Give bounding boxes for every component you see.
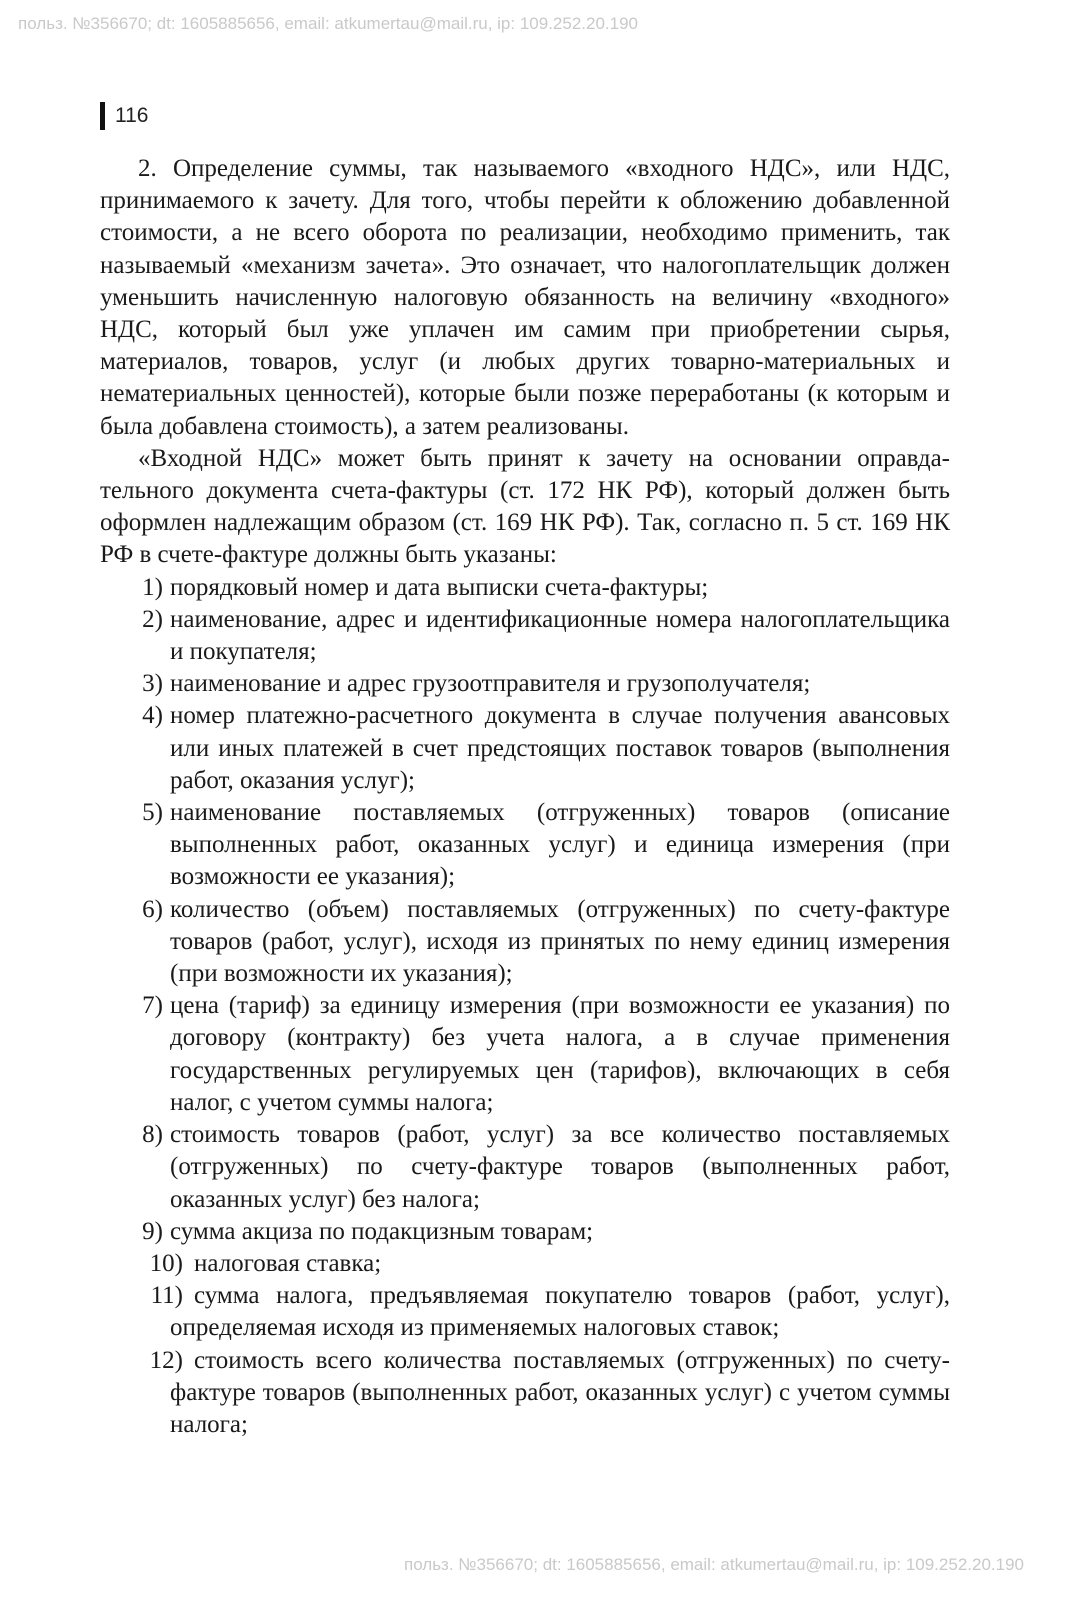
page-number: 116 [115,104,149,127]
list-item [100,1216,950,1248]
list-item-number: 2) [142,605,163,633]
list-item [100,1280,950,1344]
list-item [100,1119,950,1216]
list-item-number: 12) [149,1346,183,1374]
list-item [100,700,950,797]
list-item-text: цена (тариф) за единицу измерения (при возможности ее указания) по договору (контракту) без учета налога, а в случае применения государственных регулируемых цен (тарифов), включающих в себя налог, с учетом суммы налога; [170,992,950,1116]
list-item [100,797,950,894]
list-item [100,668,950,700]
list-item-text: количество (объем) поставляемых (отгруженных) по счету-фактуре товаров (работ, услуг), исходя из принятых по нему единиц измерения (при возможности их указания); [170,895,950,988]
invoice-requirements-list [100,572,950,1441]
list-item [100,1345,950,1442]
watermark-bottom: польз. №356670; dt: 1605885656, email: atkumertau@mail.ru, ip: 109.252.20.190 [403,1555,1024,1574]
list-item-text: наименование и адрес грузоотправителя и грузополучателя; [170,670,811,698]
list-item-text: стоимость товаров (работ, услуг) за все количество поставляемых (отгруженных) по счету-фактуре товаров (выполненных работ, оказанных услуг) без налога; [170,1121,950,1213]
list-item [100,572,950,604]
paragraph-invoice: «Входной НДС» может быть принят к зачету на основании оправдательного документа счета-фактуры (ст. 172 НК РФ), который должен быть оформлен надлежащим образом (ст. 169 НК РФ). Так, согласно п. 5 ст. 169 НК РФ в счете-фактуре должны быть указаны: [100,444,950,569]
list-item-text: порядковый номер и дата выписки счета-фактуры; [170,573,709,601]
list-item-text: налоговая ставка; [194,1249,382,1277]
list-item-text: сумма налога, предъявляемая покупателю товаров (работ, услуг), определяемая исходя из применяемых налоговых ставок; [170,1282,950,1342]
list-item-number: 4) [142,702,163,730]
list-item-number: 5) [142,799,163,827]
watermark-top: польз. №356670; dt: 1605885656, email: atkumertau@mail.ru, ip: 109.252.20.190 [18,14,639,33]
list-item-text: номер платежно-расчетного документа в случае получения авансовых или иных платежей в счет предстоящих поставок товаров (выполнения работ, оказания услуг); [170,702,950,794]
list-item [100,894,950,991]
page-body [100,153,950,1441]
list-item-number: 8) [142,1121,163,1149]
list-item-number: 6) [142,895,163,923]
page-header [100,102,148,130]
list-item [100,604,950,668]
list-item [100,1248,950,1280]
list-item-number: 1) [142,573,163,601]
list-item [100,990,950,1119]
list-item-text: стоимость всего количества поставляемых (отгруженных) по счету-фактуре товаров (выполненных работ, оказанных услуг) с учетом суммы налога; [170,1346,950,1438]
list-item-text: сумма акциза по подакцизным товарам; [170,1217,594,1245]
paragraph-input-vat: 2. Определение суммы, так называемого «входного НДС», или НДС, принимаемого к зачету. Для того, чтобы перейти к обложению добавленной стоимости, а не всего оборота по реализации, необходимо применить, так называемый «механизм зачета». Это означает, что налогоплательщик должен уменьшить начисленную налоговую обязанность на величину «входного» НДС, который был уже уплачен им самим при приобретении сырья, материалов, товаров, услуг (и любых других товарно-материальных и нематериальных ценностей), которые были позже переработаны (к которым и была добавлена стоимость), а затем реализованы. [100,155,950,440]
list-item-number: 11) [150,1282,183,1310]
list-item-text: наименование, адрес и идентификационные номера налогоплательщика и покупателя; [170,605,950,666]
list-item-text: наименование поставляемых (отгруженных) товаров (описание выполненных работ, оказанных услуг) и единица измерения (при возможности ее указания); [170,799,950,891]
list-item-number: 9) [142,1217,163,1245]
list-item-number: 3) [142,670,163,698]
list-item-number: 10) [149,1249,183,1277]
header-bar [100,102,105,130]
list-item-number: 7) [142,992,163,1020]
